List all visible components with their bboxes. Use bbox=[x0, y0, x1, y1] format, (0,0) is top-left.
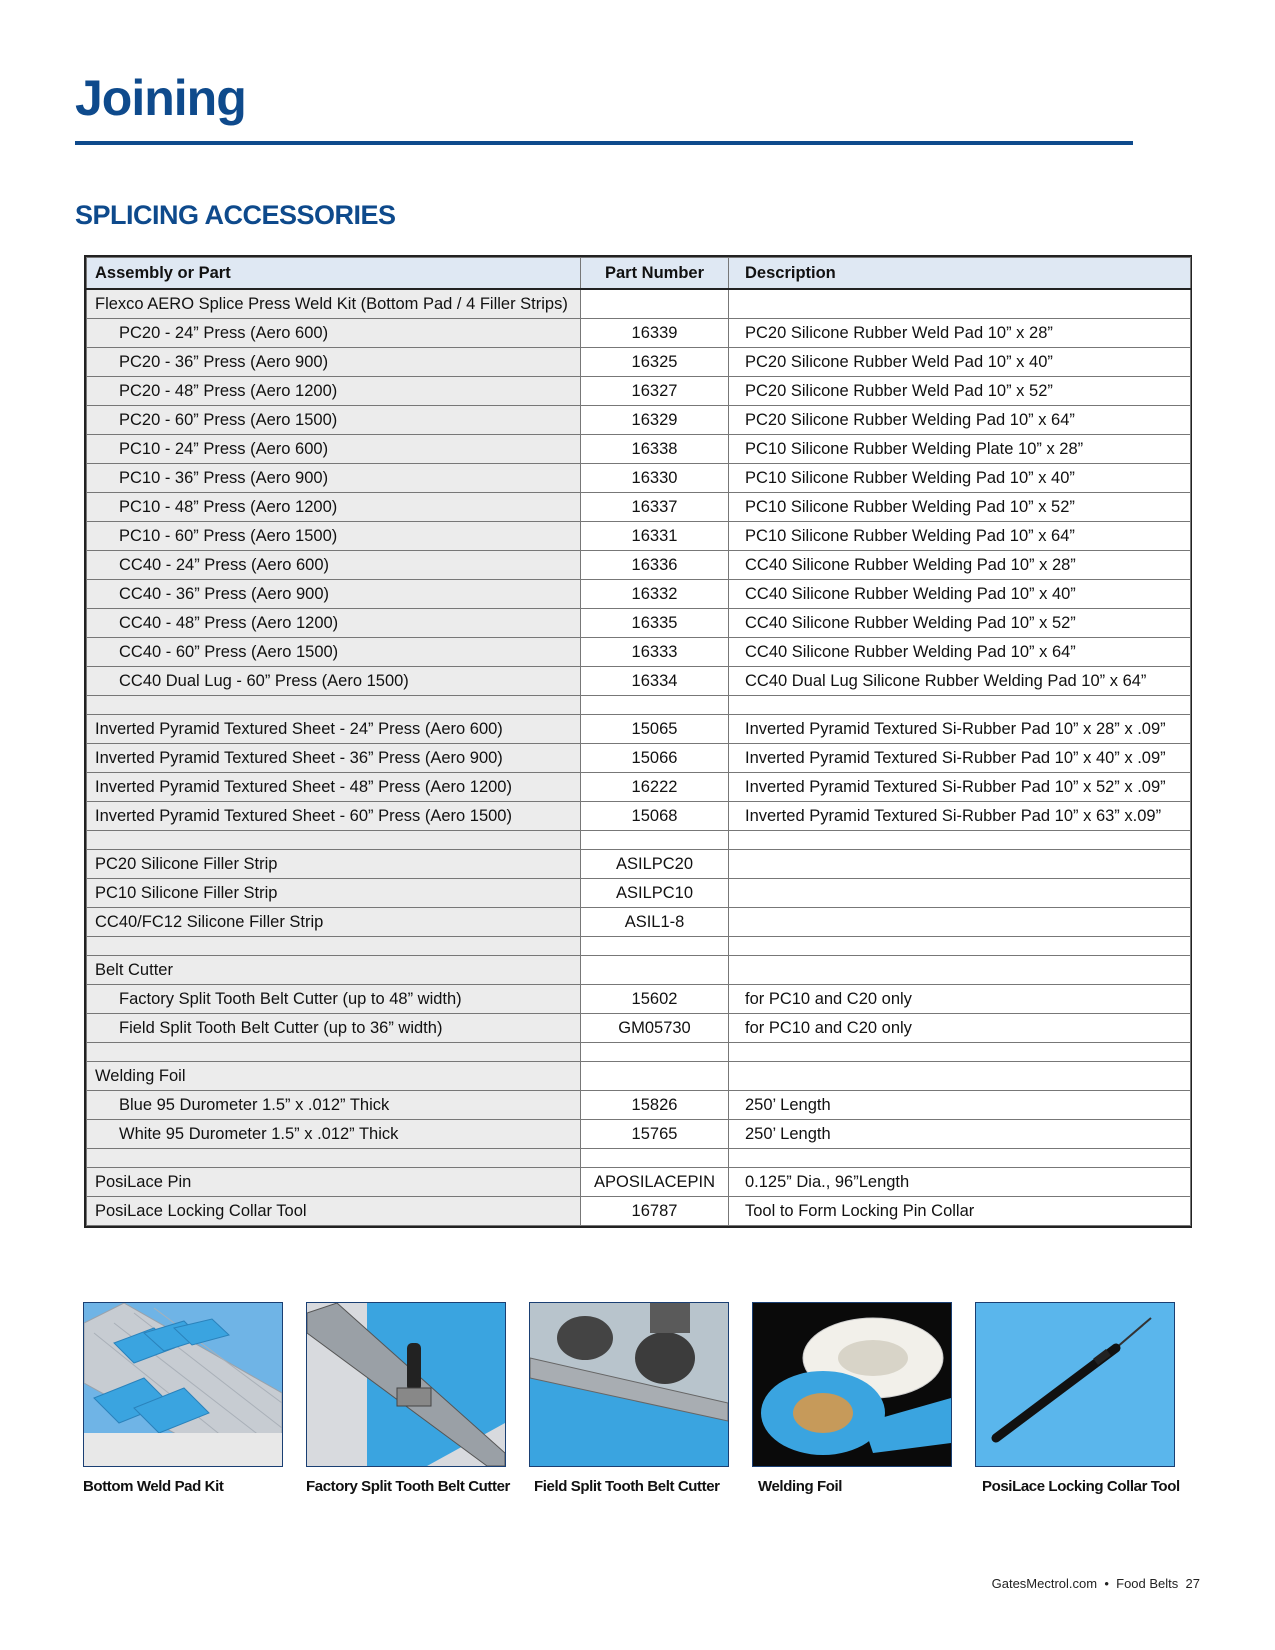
description-cell: CC40 Silicone Rubber Welding Pad 10” x 64” bbox=[729, 638, 1191, 667]
table-row bbox=[87, 638, 1191, 667]
accessories-table bbox=[84, 255, 1192, 1228]
table-row bbox=[87, 464, 1191, 493]
part-number-cell: 16339 bbox=[581, 319, 729, 348]
weld-pad-kit-photo bbox=[83, 1302, 283, 1467]
part-cell: PC20 - 36” Press (Aero 900) bbox=[87, 348, 581, 377]
part-cell: Inverted Pyramid Textured Sheet - 36” Press (Aero 900) bbox=[87, 744, 581, 773]
section-title: SPLICING ACCESSORIES bbox=[75, 200, 396, 230]
description-cell: Inverted Pyramid Textured Si-Rubber Pad 10” x 40” x .09” bbox=[729, 744, 1191, 773]
part-cell: Flexco AERO Splice Press Weld Kit (Bottom Pad / 4 Filler Strips) bbox=[87, 289, 581, 319]
description-cell: PC10 Silicone Rubber Welding Pad 10” x 40” bbox=[729, 464, 1191, 493]
part-number-cell bbox=[581, 696, 729, 715]
table-row bbox=[87, 879, 1191, 908]
description-cell: 250’ Length bbox=[729, 1091, 1191, 1120]
description-cell: 0.125” Dia., 96”Length bbox=[729, 1168, 1191, 1197]
photo-caption: PosiLace Locking Collar Tool bbox=[982, 1478, 1180, 1495]
part-number-cell bbox=[581, 937, 729, 956]
description-cell: Inverted Pyramid Textured Si-Rubber Pad 10” x 28” x .09” bbox=[729, 715, 1191, 744]
part-number-cell: 16329 bbox=[581, 406, 729, 435]
table-row bbox=[87, 715, 1191, 744]
photo-caption: Bottom Weld Pad Kit bbox=[83, 1478, 224, 1495]
part-cell: CC40 Dual Lug - 60” Press (Aero 1500) bbox=[87, 667, 581, 696]
part-number-cell: 15602 bbox=[581, 985, 729, 1014]
part-cell: PC20 - 24” Press (Aero 600) bbox=[87, 319, 581, 348]
part-cell: CC40 - 60” Press (Aero 1500) bbox=[87, 638, 581, 667]
description-cell: for PC10 and C20 only bbox=[729, 985, 1191, 1014]
part-number-cell: 16222 bbox=[581, 773, 729, 802]
part-number-cell bbox=[581, 289, 729, 319]
header-description: Description bbox=[729, 258, 1191, 290]
description-cell: CC40 Dual Lug Silicone Rubber Welding Pad 10” x 64” bbox=[729, 667, 1191, 696]
part-number-cell: 16787 bbox=[581, 1197, 729, 1226]
table-row bbox=[87, 1120, 1191, 1149]
description-cell bbox=[729, 850, 1191, 879]
part-cell: PC10 - 60” Press (Aero 1500) bbox=[87, 522, 581, 551]
table-row bbox=[87, 551, 1191, 580]
table-row bbox=[87, 1014, 1191, 1043]
table-body bbox=[87, 289, 1191, 1226]
description-cell: CC40 Silicone Rubber Welding Pad 10” x 28” bbox=[729, 551, 1191, 580]
footer-site: GatesMectrol.com bbox=[991, 1576, 1098, 1591]
header-assembly: Assembly or Part bbox=[87, 258, 581, 290]
part-number-cell: 16335 bbox=[581, 609, 729, 638]
factory-belt-cutter-photo bbox=[306, 1302, 506, 1467]
description-cell: PC10 Silicone Rubber Welding Pad 10” x 64” bbox=[729, 522, 1191, 551]
photo-caption: Field Split Tooth Belt Cutter bbox=[534, 1478, 720, 1495]
description-cell: Inverted Pyramid Textured Si-Rubber Pad 10” x 52” x .09” bbox=[729, 773, 1191, 802]
description-cell: PC20 Silicone Rubber Weld Pad 10” x 52” bbox=[729, 377, 1191, 406]
part-cell: Inverted Pyramid Textured Sheet - 60” Press (Aero 1500) bbox=[87, 802, 581, 831]
footer-section: Food Belts bbox=[1116, 1576, 1179, 1591]
part-number-cell: 16332 bbox=[581, 580, 729, 609]
part-cell: White 95 Durometer 1.5” x .012” Thick bbox=[87, 1120, 581, 1149]
description-cell: Tool to Form Locking Pin Collar bbox=[729, 1197, 1191, 1226]
table-spacer-row bbox=[87, 696, 1191, 715]
part-cell bbox=[87, 937, 581, 956]
footer-separator: • bbox=[1104, 1576, 1109, 1591]
part-number-cell: 15065 bbox=[581, 715, 729, 744]
part-cell bbox=[87, 696, 581, 715]
part-cell: Belt Cutter bbox=[87, 956, 581, 985]
part-cell: PosiLace Pin bbox=[87, 1168, 581, 1197]
part-number-cell bbox=[581, 956, 729, 985]
description-cell: PC10 Silicone Rubber Welding Pad 10” x 52” bbox=[729, 493, 1191, 522]
table-row bbox=[87, 1197, 1191, 1226]
part-number-cell: APOSILACEPIN bbox=[581, 1168, 729, 1197]
table-row bbox=[87, 377, 1191, 406]
part-cell: Welding Foil bbox=[87, 1062, 581, 1091]
part-number-cell: 15826 bbox=[581, 1091, 729, 1120]
part-number-cell: ASIL1-8 bbox=[581, 908, 729, 937]
part-cell: PC20 Silicone Filler Strip bbox=[87, 850, 581, 879]
part-cell: PosiLace Locking Collar Tool bbox=[87, 1197, 581, 1226]
part-number-cell: 16325 bbox=[581, 348, 729, 377]
description-cell bbox=[729, 1062, 1191, 1091]
table-row bbox=[87, 319, 1191, 348]
part-cell: PC10 Silicone Filler Strip bbox=[87, 879, 581, 908]
table-row bbox=[87, 522, 1191, 551]
table-spacer-row bbox=[87, 1043, 1191, 1062]
description-cell bbox=[729, 289, 1191, 319]
part-number-cell bbox=[581, 1062, 729, 1091]
part-number-cell: 16336 bbox=[581, 551, 729, 580]
page-footer bbox=[992, 1576, 1200, 1591]
part-cell: CC40 - 48” Press (Aero 1200) bbox=[87, 609, 581, 638]
description-cell bbox=[729, 831, 1191, 850]
locking-collar-tool-photo bbox=[975, 1302, 1175, 1467]
table-row bbox=[87, 493, 1191, 522]
table-row bbox=[87, 773, 1191, 802]
part-cell bbox=[87, 831, 581, 850]
page-title: Joining bbox=[75, 70, 246, 126]
part-number-cell: 15068 bbox=[581, 802, 729, 831]
part-number-cell: 16338 bbox=[581, 435, 729, 464]
table-row bbox=[87, 580, 1191, 609]
part-number-cell bbox=[581, 1043, 729, 1062]
description-cell: PC20 Silicone Rubber Welding Pad 10” x 64” bbox=[729, 406, 1191, 435]
table-row bbox=[87, 985, 1191, 1014]
part-cell: PC10 - 36” Press (Aero 900) bbox=[87, 464, 581, 493]
description-cell bbox=[729, 937, 1191, 956]
table-row bbox=[87, 435, 1191, 464]
description-cell: Inverted Pyramid Textured Si-Rubber Pad 10” x 63” x.09” bbox=[729, 802, 1191, 831]
part-cell: Factory Split Tooth Belt Cutter (up to 48” width) bbox=[87, 985, 581, 1014]
photo-caption: Factory Split Tooth Belt Cutter bbox=[306, 1478, 510, 1495]
description-cell bbox=[729, 696, 1191, 715]
part-cell: CC40/FC12 Silicone Filler Strip bbox=[87, 908, 581, 937]
table-row bbox=[87, 1091, 1191, 1120]
welding-foil-photo bbox=[752, 1302, 952, 1467]
description-cell: 250’ Length bbox=[729, 1120, 1191, 1149]
description-cell: for PC10 and C20 only bbox=[729, 1014, 1191, 1043]
part-cell: CC40 - 36” Press (Aero 900) bbox=[87, 580, 581, 609]
photo-caption: Welding Foil bbox=[758, 1478, 843, 1495]
description-cell bbox=[729, 956, 1191, 985]
part-number-cell bbox=[581, 1149, 729, 1168]
part-cell: PC20 - 48” Press (Aero 1200) bbox=[87, 377, 581, 406]
description-cell bbox=[729, 1149, 1191, 1168]
table-spacer-row bbox=[87, 1149, 1191, 1168]
part-cell: PC10 - 24” Press (Aero 600) bbox=[87, 435, 581, 464]
part-cell bbox=[87, 1149, 581, 1168]
part-cell: CC40 - 24” Press (Aero 600) bbox=[87, 551, 581, 580]
part-number-cell: 16337 bbox=[581, 493, 729, 522]
table-row bbox=[87, 1168, 1191, 1197]
table-header-row bbox=[87, 258, 1191, 290]
description-cell bbox=[729, 879, 1191, 908]
table-row bbox=[87, 609, 1191, 638]
part-number-cell: ASILPC10 bbox=[581, 879, 729, 908]
part-number-cell: 16327 bbox=[581, 377, 729, 406]
page-number: 27 bbox=[1185, 1576, 1200, 1591]
part-number-cell: 15066 bbox=[581, 744, 729, 773]
description-cell: CC40 Silicone Rubber Welding Pad 10” x 52” bbox=[729, 609, 1191, 638]
description-cell: PC10 Silicone Rubber Welding Plate 10” x 28” bbox=[729, 435, 1191, 464]
table-spacer-row bbox=[87, 831, 1191, 850]
table-row bbox=[87, 744, 1191, 773]
part-cell bbox=[87, 1043, 581, 1062]
part-number-cell bbox=[581, 831, 729, 850]
description-cell bbox=[729, 1043, 1191, 1062]
table-row bbox=[87, 850, 1191, 879]
table-row bbox=[87, 406, 1191, 435]
part-number-cell: GM05730 bbox=[581, 1014, 729, 1043]
table-row bbox=[87, 289, 1191, 319]
table-row bbox=[87, 956, 1191, 985]
description-cell: PC20 Silicone Rubber Weld Pad 10” x 28” bbox=[729, 319, 1191, 348]
table-row bbox=[87, 348, 1191, 377]
description-cell: PC20 Silicone Rubber Weld Pad 10” x 40” bbox=[729, 348, 1191, 377]
part-cell: Field Split Tooth Belt Cutter (up to 36” width) bbox=[87, 1014, 581, 1043]
part-cell: Inverted Pyramid Textured Sheet - 24” Press (Aero 600) bbox=[87, 715, 581, 744]
field-belt-cutter-photo bbox=[529, 1302, 729, 1467]
part-number-cell: 16331 bbox=[581, 522, 729, 551]
title-rule bbox=[75, 141, 1133, 145]
header-part-number: Part Number bbox=[581, 258, 729, 290]
part-number-cell: 15765 bbox=[581, 1120, 729, 1149]
description-cell bbox=[729, 908, 1191, 937]
table-row bbox=[87, 802, 1191, 831]
part-cell: PC20 - 60” Press (Aero 1500) bbox=[87, 406, 581, 435]
part-cell: Blue 95 Durometer 1.5” x .012” Thick bbox=[87, 1091, 581, 1120]
part-number-cell: 16334 bbox=[581, 667, 729, 696]
table-spacer-row bbox=[87, 937, 1191, 956]
part-number-cell: 16330 bbox=[581, 464, 729, 493]
table-row bbox=[87, 1062, 1191, 1091]
part-number-cell: ASILPC20 bbox=[581, 850, 729, 879]
table-row bbox=[87, 908, 1191, 937]
part-cell: PC10 - 48” Press (Aero 1200) bbox=[87, 493, 581, 522]
description-cell: CC40 Silicone Rubber Welding Pad 10” x 40” bbox=[729, 580, 1191, 609]
part-cell: Inverted Pyramid Textured Sheet - 48” Press (Aero 1200) bbox=[87, 773, 581, 802]
table-row bbox=[87, 667, 1191, 696]
part-number-cell: 16333 bbox=[581, 638, 729, 667]
